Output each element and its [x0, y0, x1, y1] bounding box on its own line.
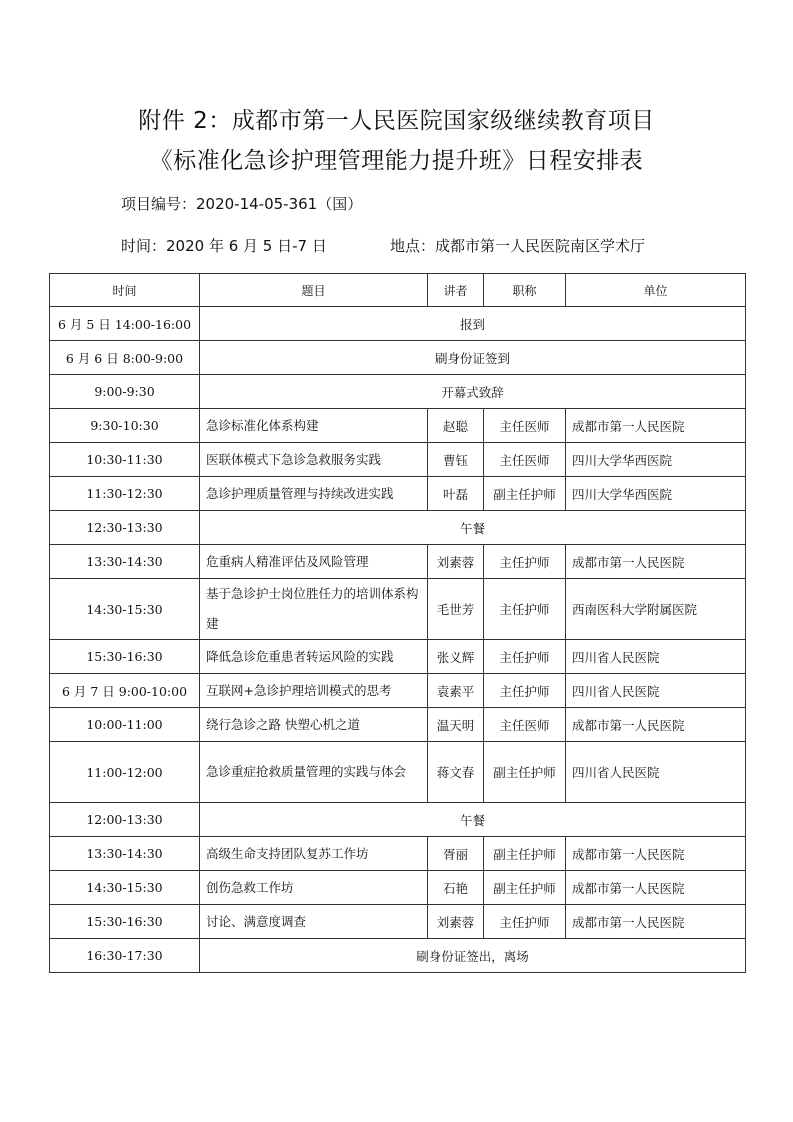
row-speaker: 毛世芳	[428, 579, 484, 640]
header-speaker: 讲者	[428, 274, 484, 307]
row-session-label: 刷身份证签到	[200, 341, 746, 375]
schedule-row	[50, 837, 746, 871]
event-location: 地点：成都市第一人民医院南区学术厅	[390, 237, 646, 255]
row-unit: 四川省人民医院	[566, 742, 746, 803]
row-unit: 四川省人民医院	[566, 674, 746, 708]
row-unit: 成都市第一人民医院	[566, 409, 746, 443]
row-unit: 西南医科大学附属医院	[566, 579, 746, 640]
event-time: 时间：2020 年 6 月 5 日-7 日	[121, 237, 327, 255]
row-time: 12:30-13:30	[50, 511, 200, 545]
document-title-line1: 附件 2：成都市第一人民医院国家级继续教育项目	[138, 108, 655, 134]
document-title-line2: 《标准化急诊护理管理能力提升班》日程安排表	[149, 148, 644, 174]
row-time: 9:30-10:30	[50, 409, 200, 443]
row-time: 12:00-13:30	[50, 803, 200, 837]
row-unit: 成都市第一人民医院	[566, 708, 746, 742]
row-speaker: 张义辉	[428, 640, 484, 674]
row-title: 主任医师	[484, 708, 566, 742]
row-time: 6 月 7 日 9:00-10:00	[50, 674, 200, 708]
row-speaker: 石艳	[428, 871, 484, 905]
row-session-label: 报到	[200, 307, 746, 341]
row-title: 副主任护师	[484, 871, 566, 905]
header-title: 职称	[484, 274, 566, 307]
header-time: 时间	[50, 274, 200, 307]
row-title: 主任护师	[484, 579, 566, 640]
row-topic: 急诊重症抢救质量管理的实践与体会	[200, 742, 428, 803]
row-title: 主任护师	[484, 674, 566, 708]
row-topic: 降低急诊危重患者转运风险的实践	[200, 640, 428, 674]
row-title: 主任护师	[484, 905, 566, 939]
schedule-row	[50, 511, 746, 545]
schedule-row	[50, 640, 746, 674]
schedule-row	[50, 708, 746, 742]
row-session-label: 刷身份证签出，离场	[200, 939, 746, 973]
row-unit: 成都市第一人民医院	[566, 545, 746, 579]
row-time: 14:30-15:30	[50, 871, 200, 905]
row-title: 副主任护师	[484, 477, 566, 511]
schedule-header-row	[50, 274, 746, 307]
schedule-table	[49, 273, 746, 973]
row-topic: 创伤急救工作坊	[200, 871, 428, 905]
row-session-label: 午餐	[200, 803, 746, 837]
row-time: 13:30-14:30	[50, 545, 200, 579]
schedule-row	[50, 803, 746, 837]
schedule-row	[50, 674, 746, 708]
row-topic: 讨论、满意度调查	[200, 905, 428, 939]
row-time: 6 月 6 日 8:00-9:00	[50, 341, 200, 375]
row-speaker: 袁素平	[428, 674, 484, 708]
row-unit: 四川省人民医院	[566, 640, 746, 674]
row-title: 主任医师	[484, 443, 566, 477]
row-unit: 成都市第一人民医院	[566, 871, 746, 905]
row-time: 11:30-12:30	[50, 477, 200, 511]
row-session-label: 午餐	[200, 511, 746, 545]
row-time: 10:00-11:00	[50, 708, 200, 742]
schedule-row	[50, 939, 746, 973]
row-time: 16:30-17:30	[50, 939, 200, 973]
row-title: 副主任护师	[484, 837, 566, 871]
schedule-row	[50, 307, 746, 341]
row-speaker: 曹钰	[428, 443, 484, 477]
header-unit: 单位	[566, 274, 746, 307]
row-topic: 危重病人精准评估及风险管理	[200, 545, 428, 579]
schedule-row	[50, 375, 746, 409]
row-time: 9:00-9:30	[50, 375, 200, 409]
row-speaker: 刘素蓉	[428, 545, 484, 579]
schedule-row	[50, 742, 746, 803]
row-time: 13:30-14:30	[50, 837, 200, 871]
row-speaker: 温天明	[428, 708, 484, 742]
row-topic: 互联网+急诊护理培训模式的思考	[200, 674, 428, 708]
row-topic: 医联体模式下急诊急救服务实践	[200, 443, 428, 477]
header-topic: 题目	[200, 274, 428, 307]
schedule-row	[50, 579, 746, 640]
row-speaker: 蒋文春	[428, 742, 484, 803]
row-unit: 四川大学华西医院	[566, 443, 746, 477]
row-speaker: 赵聪	[428, 409, 484, 443]
row-speaker: 叶磊	[428, 477, 484, 511]
schedule-body	[50, 307, 746, 973]
schedule-row	[50, 545, 746, 579]
row-title: 主任护师	[484, 545, 566, 579]
row-unit: 成都市第一人民医院	[566, 837, 746, 871]
row-topic: 急诊护理质量管理与持续改进实践	[200, 477, 428, 511]
schedule-row	[50, 871, 746, 905]
schedule-row	[50, 409, 746, 443]
row-time: 6 月 5 日 14:00-16:00	[50, 307, 200, 341]
row-time: 15:30-16:30	[50, 905, 200, 939]
row-session-label: 开幕式致辞	[200, 375, 746, 409]
schedule-row	[50, 477, 746, 511]
row-unit: 成都市第一人民医院	[566, 905, 746, 939]
project-code: 项目编号：2020-14-05-361（国）	[121, 195, 363, 213]
row-speaker: 胥丽	[428, 837, 484, 871]
row-topic: 高级生命支持团队复苏工作坊	[200, 837, 428, 871]
row-speaker: 刘素蓉	[428, 905, 484, 939]
schedule-row	[50, 443, 746, 477]
row-time: 10:30-11:30	[50, 443, 200, 477]
row-time: 14:30-15:30	[50, 579, 200, 640]
row-time: 15:30-16:30	[50, 640, 200, 674]
row-title: 主任医师	[484, 409, 566, 443]
row-topic: 绕行急诊之路 快塑心机之道	[200, 708, 428, 742]
row-title: 主任护师	[484, 640, 566, 674]
row-unit: 四川大学华西医院	[566, 477, 746, 511]
row-topic: 基于急诊护士岗位胜任力的培训体系构建	[200, 579, 428, 640]
schedule-row	[50, 341, 746, 375]
schedule-row	[50, 905, 746, 939]
row-topic: 急诊标准化体系构建	[200, 409, 428, 443]
row-time: 11:00-12:00	[50, 742, 200, 803]
row-title: 副主任护师	[484, 742, 566, 803]
